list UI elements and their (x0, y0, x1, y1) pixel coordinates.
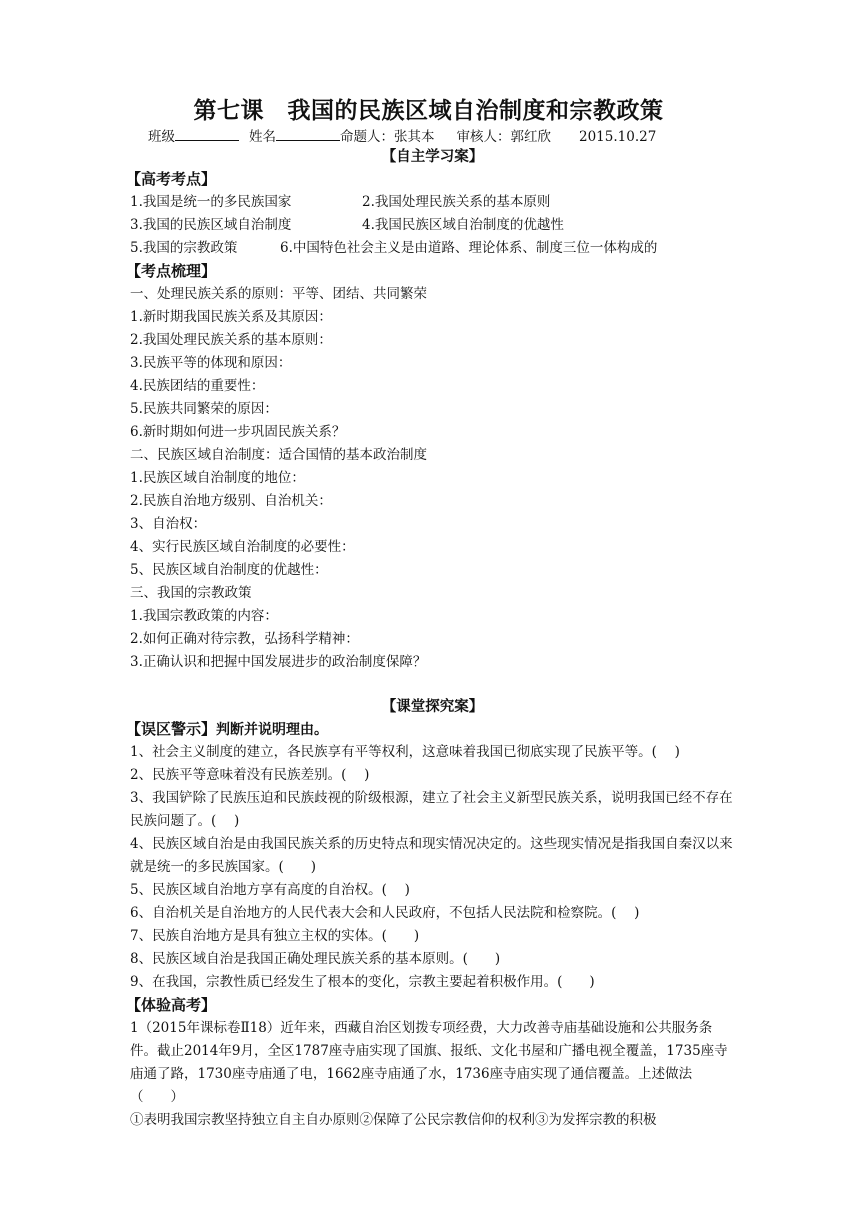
review-line: 5、民族区域自治制度的优越性： (130, 562, 328, 578)
judgment-item: 9、在我国，宗教性质已经发生了根本的变化，宗教主要起着积极作用。( ) (130, 974, 595, 990)
experience-heading: 【体验高考】 (126, 996, 217, 1014)
exam-point: 1.我国是统一的多民族国家 (130, 194, 292, 210)
review-line: 3.民族平等的体现和原因： (130, 355, 292, 371)
exam-point: 3.我国的民族区域自治制度 (130, 217, 292, 233)
author-text: 命题人：张其本 (340, 129, 435, 145)
judgment-item: 4、民族区域自治是由我国民族关系的历史特点和现实情况决定的。这些现实情况是指我国自秦汉以来就是统一的多民族国家。( ) (130, 836, 733, 875)
question-options: ①表明我国宗教坚持独立自主自办原则②保障了公民宗教信仰的权利③为发挥宗教的积极 (130, 1112, 657, 1128)
judgment-item: 5、民族区域自治地方享有高度的自治权。( ) (130, 882, 410, 898)
exam-point: 6.中国特色社会主义是由道路、理论体系、制度三位一体构成的 (280, 240, 658, 256)
judgment-item: 8、民族区域自治是我国正确处理民族关系的基本原则。( ) (130, 951, 501, 967)
exam-points-heading: 【高考考点】 (126, 170, 217, 188)
review-line: 3.正确认识和把握中国发展进步的政治制度保障？ (130, 654, 427, 670)
self-study-heading: 【自主学习案】 (381, 149, 484, 165)
date-text: 2015.10.27 (579, 129, 657, 145)
exam-point: 5.我国的宗教政策 (130, 240, 238, 256)
judgment-item: 3、我国铲除了民族压迫和民族歧视的阶级根源，建立了社会主义新型民族关系，说明我国已经不存在民族问题了。( ) (130, 790, 733, 829)
classroom-heading: 【课堂探究案】 (381, 699, 484, 715)
review-line: 2.民族自治地方级别、自治机关： (130, 493, 332, 509)
review-line: 5.民族共同繁荣的原因： (130, 401, 278, 417)
judgment-item: 2、民族平等意味着没有民族差别。( ) (130, 767, 370, 783)
review-line: 1.民族区域自治制度的地位： (130, 470, 305, 486)
review-line: 4、实行民族区域自治制度的必要性： (130, 539, 355, 555)
review-line: 一、处理民族关系的原则：平等、团结、共同繁荣 (130, 286, 427, 302)
misconception-heading: 【误区警示】判断并说明理由。 (126, 720, 329, 738)
document-page (126, 96, 735, 1132)
judgment-item: 6、自治机关是自治地方的人民代表大会和人民政府，不包括人民法院和检察院。( ) (130, 905, 640, 921)
review-line: 3、自治权： (130, 516, 207, 532)
exam-points-row (130, 237, 735, 260)
exam-points-row (130, 214, 735, 237)
review-line: 2.如何正确对待宗教，弘扬科学精神： (130, 631, 359, 647)
page-title: 第七课 我国的民族区域自治制度和宗教政策 (193, 98, 664, 124)
name-label: 姓名 (249, 129, 276, 145)
judgment-item: 7、民族自治地方是具有独立主权的实体。( ) (130, 928, 420, 944)
exam-question: 1（2015年课标卷Ⅱ18）近年来，西藏自治区划拨专项经费，大力改善寺庙基础设施和公共服务条件。截止2014年9月，全区1787座寺庙实现了国旗、报纸、文化书屋和广播电视全覆盖，1735座寺庙通了路，1730座寺庙通了电，1662座寺庙通了水，1736座寺庙实现了通信覆盖。上述做法（ ） (130, 1020, 728, 1105)
exam-point: 2.我国处理民族关系的基本原则 (362, 194, 551, 210)
header-info (130, 126, 735, 146)
review-line: 三、我国的宗教政策 (130, 585, 252, 601)
reviewer-text: 审核人：郭红欣 (456, 129, 551, 145)
exam-points-row (130, 191, 735, 214)
class-blank[interactable] (175, 126, 239, 141)
review-line: 二、民族区域自治制度：适合国情的基本政治制度 (130, 447, 427, 463)
name-blank[interactable] (276, 126, 340, 141)
judgment-item: 1、社会主义制度的建立，各民族享有平等权利，这意味着我国已彻底实现了民族平等。( ) (130, 744, 680, 760)
review-line: 6.新时期如何进一步巩固民族关系？ (130, 424, 346, 440)
review-line: 4.民族团结的重要性： (130, 378, 265, 394)
review-line: 1.我国宗教政策的内容： (130, 608, 278, 624)
review-heading: 【考点梳理】 (126, 262, 217, 280)
review-line: 2.我国处理民族关系的基本原则： (130, 332, 332, 348)
exam-point: 4.我国民族区域自治制度的优越性 (362, 217, 564, 233)
misconception-subtitle: 判断并说明理由。 (216, 722, 329, 738)
class-label: 班级 (148, 129, 175, 145)
review-line: 1.新时期我国民族关系及其原因： (130, 309, 332, 325)
